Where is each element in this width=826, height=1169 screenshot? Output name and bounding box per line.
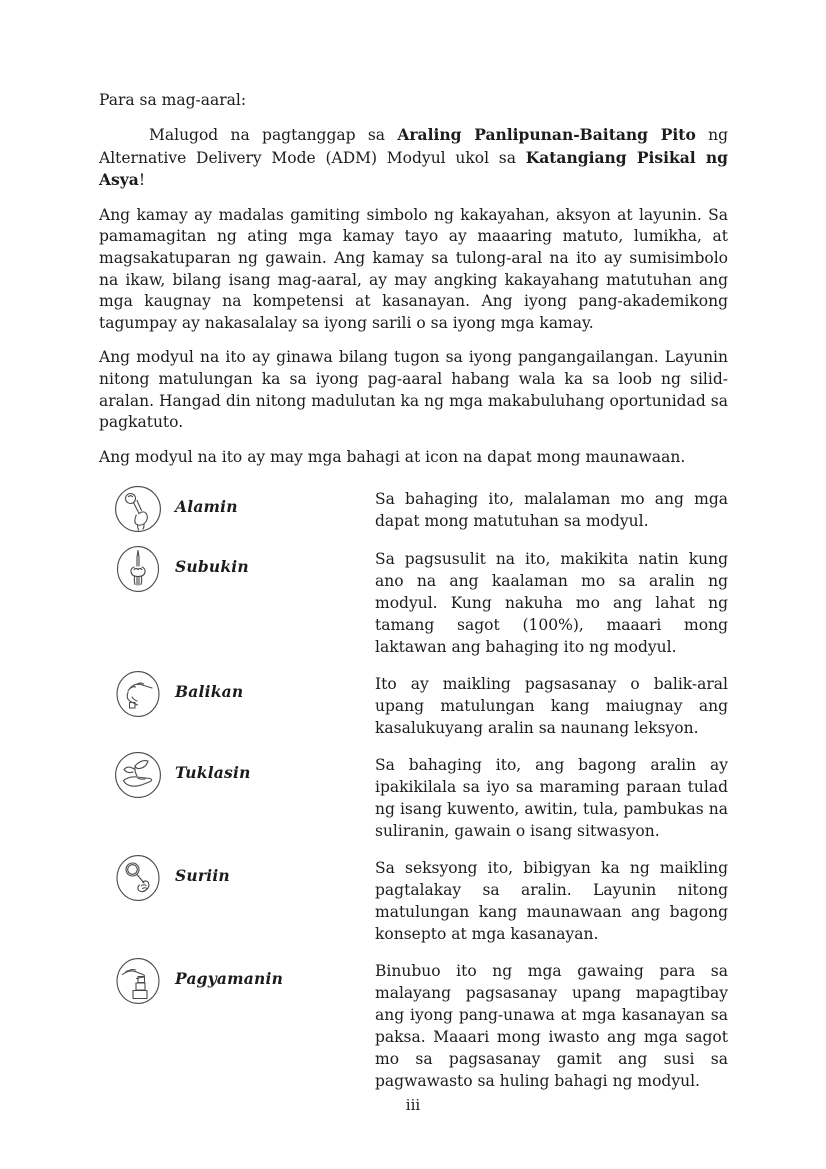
body-paragraph: Ang kamay ay madalas gamiting simbolo ng kakayahan, aksyon at layunin. Sa pamamagitan ng ating mga kamay tayo ay maaaring matuto, lumikha, at magsakatuparan ng gawain. Ang kamay sa tulong-aral na ito ay sumisimbolo na ikaw, bilang isang mag-aaral, ay may angking kakayahang matutuhan ang mga kaugnay na kompetensi at kasanayan. Ang iyong pang-akademikong tagumpay ay nakasalalay sa iyong sarili o sa iyong mga kamay. [99, 205, 728, 332]
table-row [99, 957, 728, 1092]
icon-label: Pagyamanin [175, 969, 284, 989]
table-row [99, 854, 728, 945]
icon-description: Ito ay maikling pagsasanay o balik-aral upang matulungan kang maiugnay ang kasalukuyang aralin sa naunang leksyon. [375, 675, 728, 738]
hand-sprout-icon [99, 751, 175, 799]
page-number: iii [405, 1096, 421, 1114]
icon-label: Alamin [175, 497, 238, 517]
module-topic-bold: Katangiang Pisikal ng Asya [99, 147, 728, 190]
table-row [99, 751, 728, 842]
icon-description: Binubuo ito ng mga gawaing para sa malayang pagsasanay upang mapagtibay ang iyong pang-unawa at mga kasanayan sa paksa. Maaari mong iwasto ang mga sagot mo sa pagsasanay gamit ang susi sa pagwawasto sa huling bahagi ng modyul. [375, 962, 728, 1091]
icon-label: Subukin [175, 557, 249, 577]
icon-description: Sa bahaging ito, ang bagong aralin ay ipakikilala sa iyo sa maraming paraan tulad ng isang kuwento, awitin, tula, pambukas na suliranin, gawain o isang sitwasyon. [375, 756, 728, 841]
table-row [99, 545, 728, 658]
module-title-bold: Araling Panlipunan-Baitang Pito [397, 125, 696, 144]
hand-writing-icon [99, 670, 175, 718]
intro-text: Malugod na pagtanggap sa [149, 126, 398, 144]
hand-magnifier-icon [99, 854, 175, 902]
intro-text: ! [138, 171, 146, 190]
greeting-line: Para sa mag-aaral: [99, 91, 247, 109]
hand-pointing-icon [99, 485, 175, 533]
table-row [99, 670, 728, 739]
icon-label: Tuklasin [175, 763, 251, 783]
icon-description: Sa pagsusulit na ito, makikita natin kung ano na ang kaalaman mo sa aralin ng modyul. Kung nakuha mo ang lahat ng tamang sagot (100%), maaari mong laktawan ang bahaging ito ng modyul. [375, 550, 728, 657]
body-paragraph: Ang modyul na ito ay ginawa bilang tugon sa iyong pangangailangan. Layunin nitong matulungan ka sa iyong pag-aaral habang wala ka sa loob ng silid-aralan. Hangad din nitong madulutan ka ng mga makabuluhang oportunidad sa pagkatuto. [99, 348, 728, 432]
table-row [99, 485, 728, 533]
hand-stacking-blocks-icon [99, 957, 175, 1005]
icon-description: Sa seksyong ito, bibigyan ka ng maikling pagtalakay sa aralin. Layunin nitong matulungan kang maunawaan ang bagong konsepto at mga kasanayan. [375, 859, 728, 944]
module-icon-table [99, 485, 728, 1092]
intro-paragraph [99, 124, 728, 192]
icon-description: Sa bahaging ito, malalaman mo ang mga dapat mong matutuhan sa modyul. [375, 490, 728, 531]
icon-label: Suriin [175, 866, 230, 886]
icon-label: Balikan [175, 682, 244, 702]
intro-text: ng Alternative Delivery Mode (ADM) Modyul ukol sa [99, 126, 729, 167]
body-paragraph: Ang modyul na ito ay may mga bahagi at icon na dapat mong maunawaan. [99, 447, 686, 466]
hand-holding-pencil-icon [99, 545, 175, 593]
